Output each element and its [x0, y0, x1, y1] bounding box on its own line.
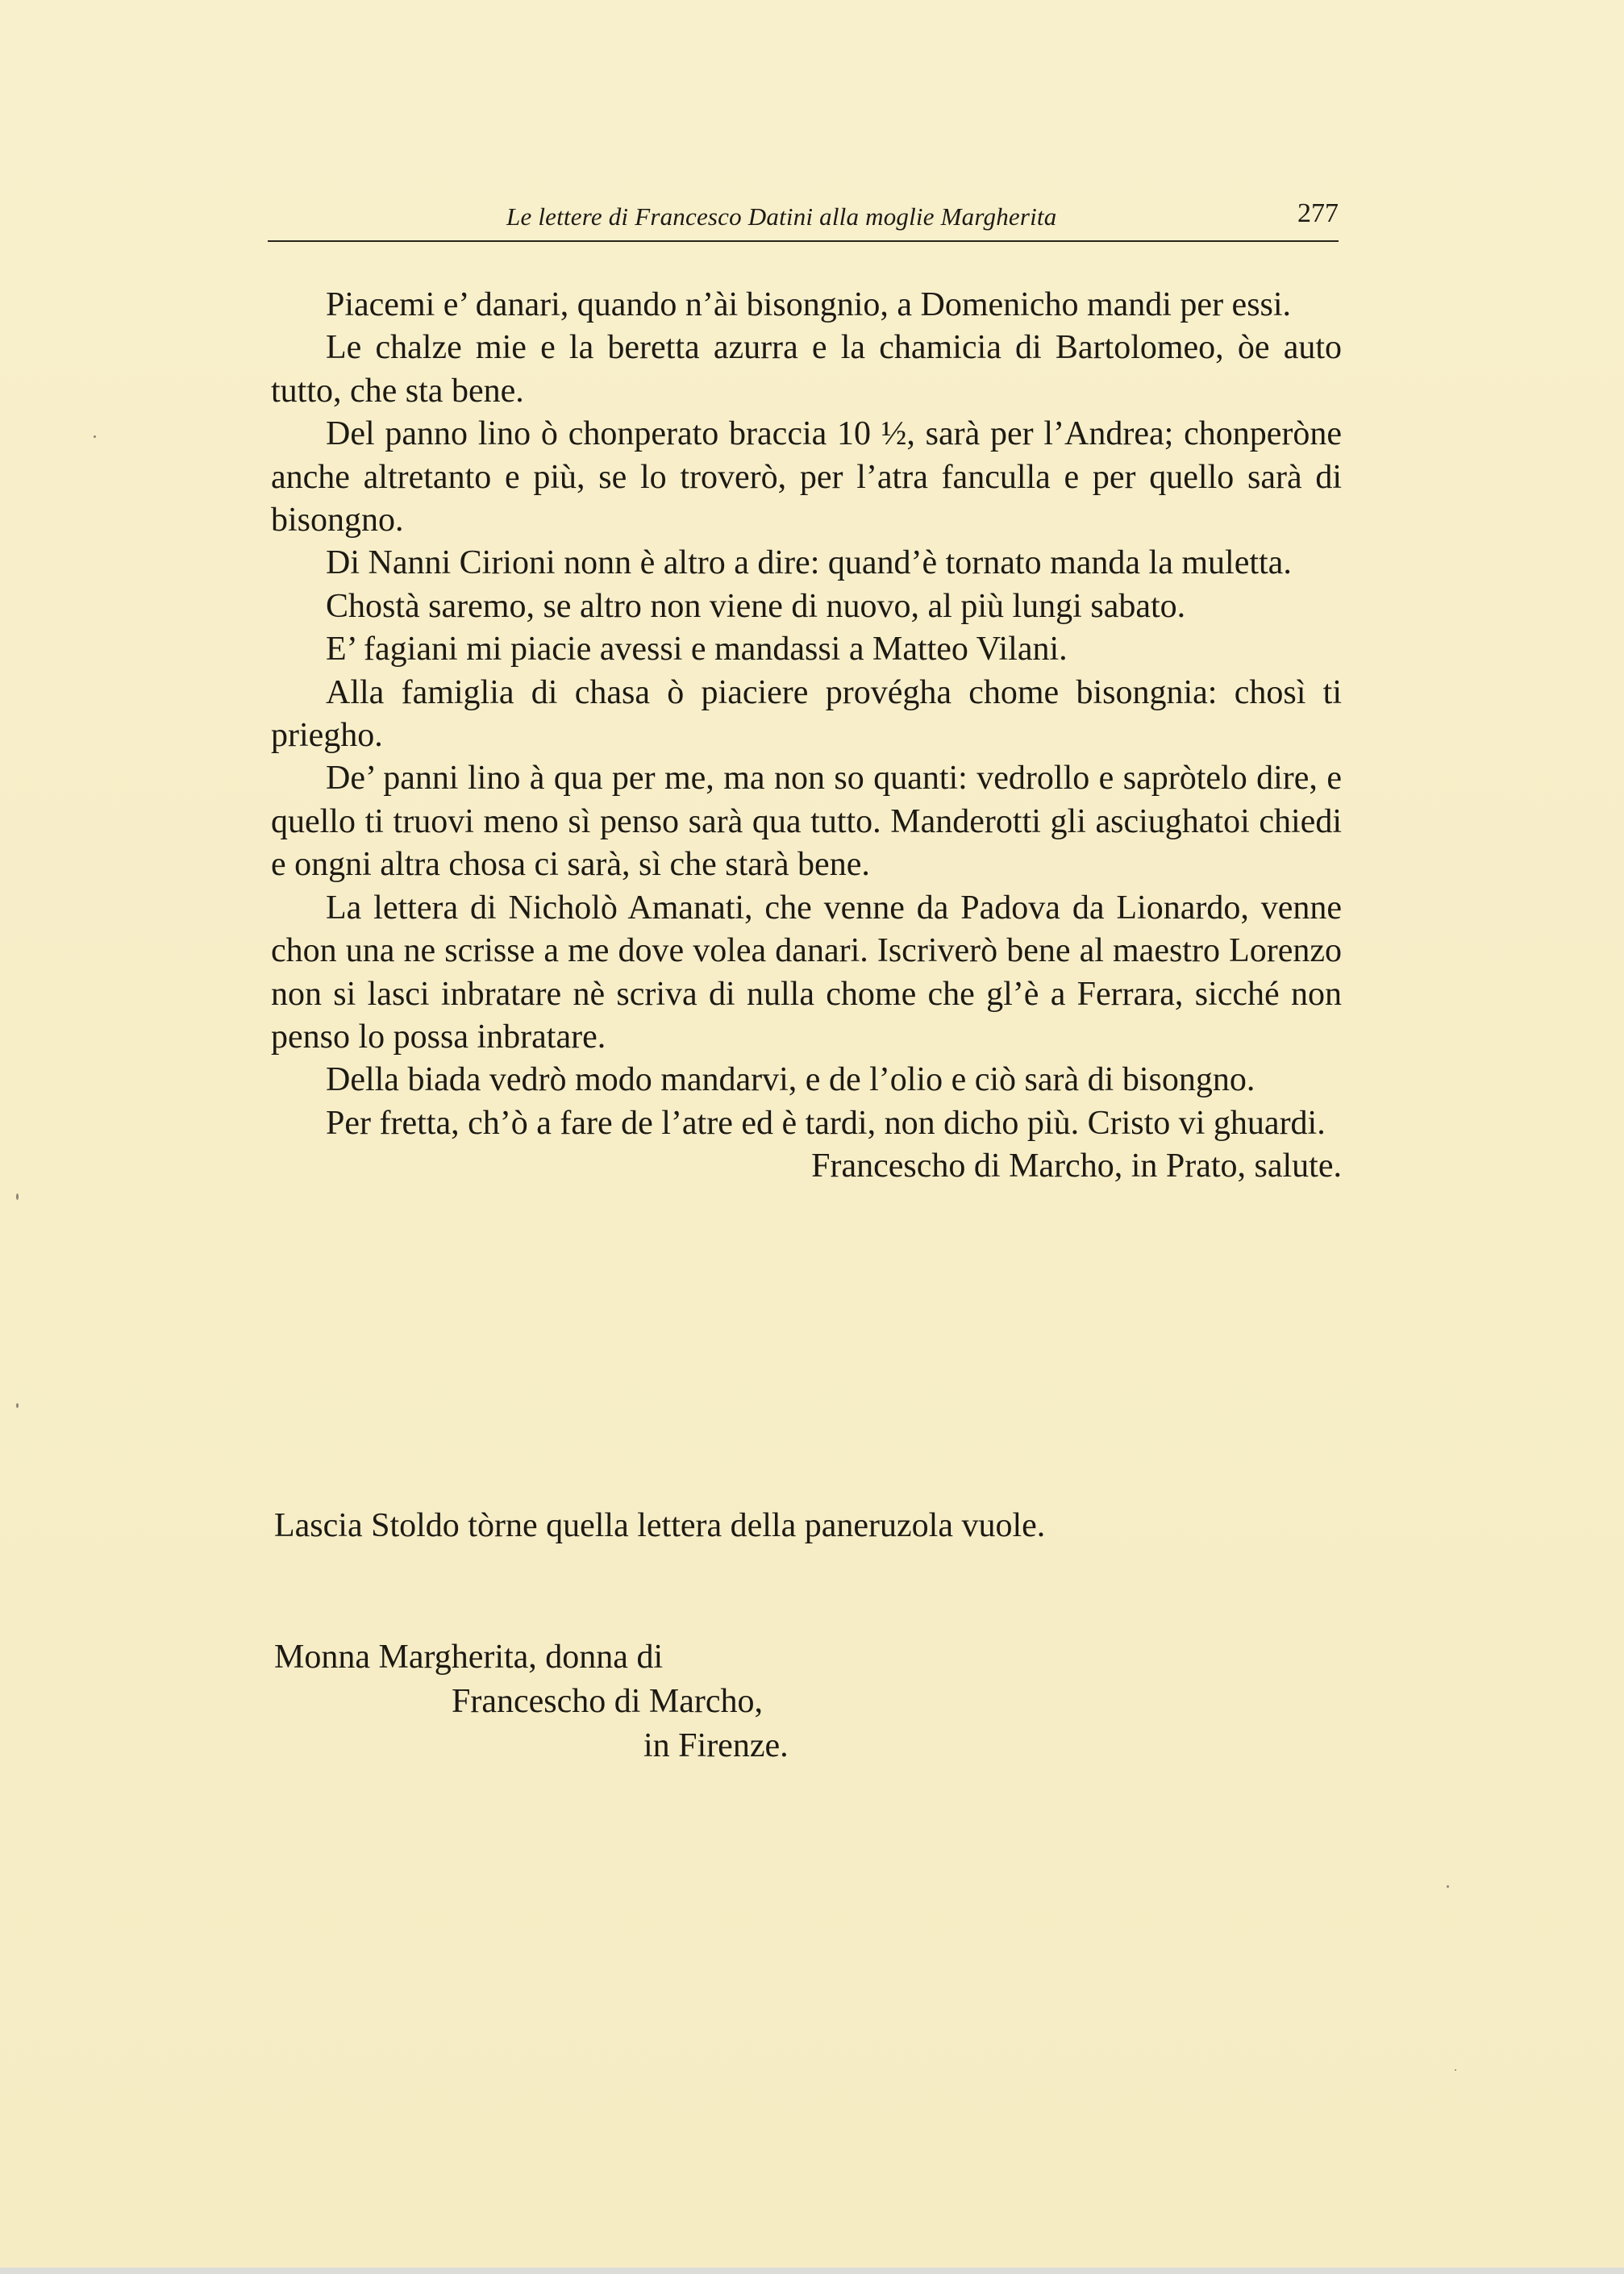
letter-paragraph: De’ panni lino à qua per me, ma non so quanti: vedrollo e sapròtelo dire, e quello ti truovi meno sì penso sarà qua tutto. Manderotti gli asciughatoi chiedi e ongni altra chosa ci sarà, sì che starà bene.	[271, 760, 1342, 884]
letter-paragraph: E’ fagiani mi piacie avessi e mandassi a Matteo Vilani.	[326, 631, 1068, 668]
paper-speck	[1447, 1885, 1449, 1888]
paper-speck	[16, 1403, 19, 1408]
scan-edge	[0, 2268, 1624, 2274]
letter-paragraph: Della biada vedrò modo mandarvi, e de l’olio e ciò sarà di bisongno.	[326, 1061, 1255, 1099]
page-number: 277	[1297, 198, 1339, 228]
paper-speck	[94, 435, 96, 438]
address-line-recipient: Monna Margherita, donna di	[274, 1639, 664, 1676]
running-title: Le lettere di Francesco Datini alla moglie Margherita	[506, 202, 1057, 231]
letter-paragraph: Per fretta, ch’ò a fare de l’atre ed è tardi, non dicho più. Cristo vi ghuardi.	[326, 1104, 1326, 1142]
letter-paragraph: Chostà saremo, se altro non viene di nuovo, al più lungi sabato.	[326, 587, 1186, 625]
address-line-husband: Francescho di Marcho,	[452, 1683, 764, 1720]
letter-paragraph: Piacemi e’ danari, quando n’ài bisongnio, a Domenicho mandi per essi.	[326, 286, 1292, 323]
address-line-city: in Firenze.	[643, 1727, 789, 1764]
address-block	[274, 1635, 1081, 1768]
page-header	[268, 198, 1339, 242]
letter-paragraph: Le chalze mie e la beretta azurra e la chamicia di Bartolomeo, òe auto tutto, che sta bene.	[271, 329, 1342, 410]
postscript: Lascia Stoldo tòrne quella lettera della paneruzola vuole.	[274, 1507, 1046, 1544]
letter-paragraph: Di Nanni Cirioni nonn è altro a dire: quand’è tornato manda la muletta.	[326, 544, 1292, 582]
letter-paragraph: Alla famiglia di chasa ò piaciere provégha chome bisongnia: chosì ti priegho.	[271, 673, 1342, 755]
letter-signature: Francescho di Marcho, in Prato, salute.	[811, 1147, 1342, 1185]
letter-paragraph: Del panno lino ò chonperato braccia 10 ½, sarà per l’Andrea; chonperòne anche altretanto e più, se lo troverò, per l’atra fanculla e per quello sarà di bisongno.	[271, 415, 1342, 539]
letter-body	[271, 284, 1342, 1189]
letter-paragraph: La lettera di Nicholò Amanati, che venne da Padova da Lionardo, venne chon una ne scrisse a me dove volea danari. Iscriverò bene al maestro Lorenzo non si lasci inbratare nè scriva di nulla chome che gl’è a Ferrara, sicché non penso lo possa inbratare.	[271, 889, 1342, 1056]
paper-speck	[1455, 2069, 1456, 2071]
paper-speck	[16, 1193, 19, 1200]
